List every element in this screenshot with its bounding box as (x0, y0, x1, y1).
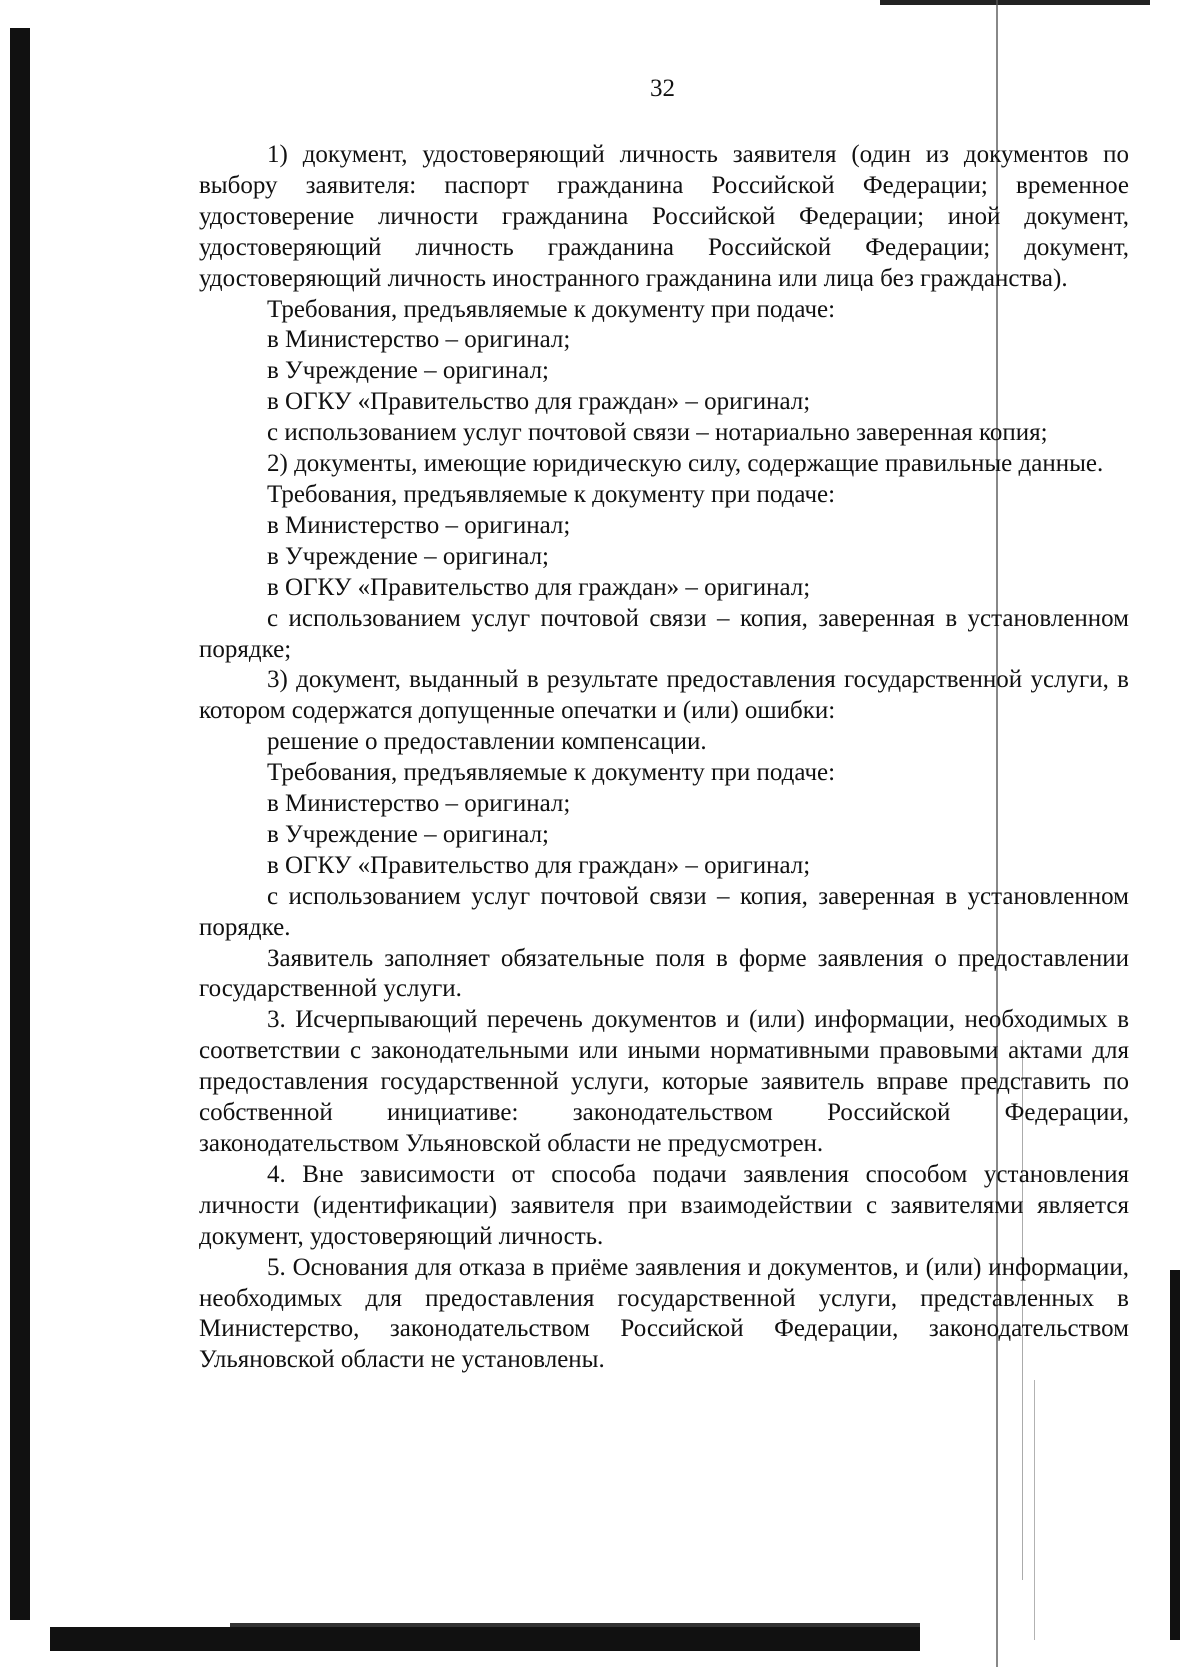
requirement-line: в Учреждение – оригинал; (267, 542, 549, 570)
section-5-paragraph: 5. Основания для отказа в приёме заявления и документов, и (или) информации, необходимых для предоставления государственной услуги, представленных в Министерство, законодательством Российской Федерации, законодательством Ульяновской области не установлены. (199, 1253, 1129, 1374)
applicant-note: Заявитель заполняет обязательные поля в форме заявления о предоставлении государственной услуги. (199, 944, 1129, 1003)
scan-edge-bottom (50, 1627, 920, 1651)
requirement-line: в Министерство – оригинал; (267, 326, 571, 354)
document-body (199, 140, 1129, 1376)
requirement-line: с использованием услуг почтовой связи – нотариально заверенная копия; (267, 419, 1048, 447)
section-3-paragraph: 3. Исчерпывающий перечень документов и (или) информации, необходимых в соответствии с законодательными или иными нормативными правовыми актами для предоставления государственной услуги, которые заявитель вправе представить по собственной инициативе: законодательством Российской Федерации, законодательством Ульяновской области не предусмотрен. (199, 1006, 1129, 1157)
page-number: 32 (650, 75, 675, 102)
requirement-line: в Министерство – оригинал; (267, 511, 571, 539)
document-name-line: решение о предоставлении компенсации. (267, 728, 707, 756)
requirement-line: в ОГКУ «Правительство для граждан» – оригинал; (267, 851, 811, 879)
paragraph-item-1: 1) документ, удостоверяющий личность заявителя (один из документов по выбору заявителя: паспорт гражданина Российской Федерации; временное удостоверение личности гражданина Российской Федерации; иной документ, удостоверяющий личность гражданина Российской Федерации; документ, удостоверяющий личность иностранного гражданина или лица без гражданства). (199, 141, 1129, 292)
requirements-heading: Требования, предъявляемые к документу при подаче: (267, 759, 836, 787)
scan-edge-top (880, 0, 1150, 5)
requirements-heading: Требования, предъявляемые к документу при подаче: (267, 480, 836, 508)
paragraph-item-2: 2) документы, имеющие юридическую силу, содержащие правильные данные. (267, 450, 1104, 478)
requirement-line: с использованием услуг почтовой связи – копия, заверенная в установленном порядке. (199, 882, 1129, 941)
scan-edge-right (1170, 1270, 1180, 1640)
scan-edge-bottom-thin (230, 1623, 920, 1627)
scan-fold-line-tertiary (1034, 1380, 1035, 1640)
requirement-line: с использованием услуг почтовой связи – копия, заверенная в установленном порядке; (199, 604, 1129, 663)
requirement-line: в Учреждение – оригинал; (267, 820, 549, 848)
requirement-line: в ОГКУ «Правительство для граждан» – оригинал; (267, 388, 811, 416)
requirement-line: в ОГКУ «Правительство для граждан» – оригинал; (267, 573, 811, 601)
paragraph-item-3: 3) документ, выданный в результате предоставления государственной услуги, в котором содержатся допущенные опечатки и (или) ошибки: (199, 666, 1129, 725)
requirement-line: в Министерство – оригинал; (267, 790, 571, 818)
requirements-heading: Требования, предъявляемые к документу при подаче: (267, 295, 836, 323)
section-4-paragraph: 4. Вне зависимости от способа подачи заявления способом установления личности (идентификации) заявителя при взаимодействии с заявителями является документ, удостоверяющий личность. (199, 1160, 1129, 1250)
requirement-line: в Учреждение – оригинал; (267, 357, 549, 385)
scan-edge-left (10, 28, 30, 1620)
